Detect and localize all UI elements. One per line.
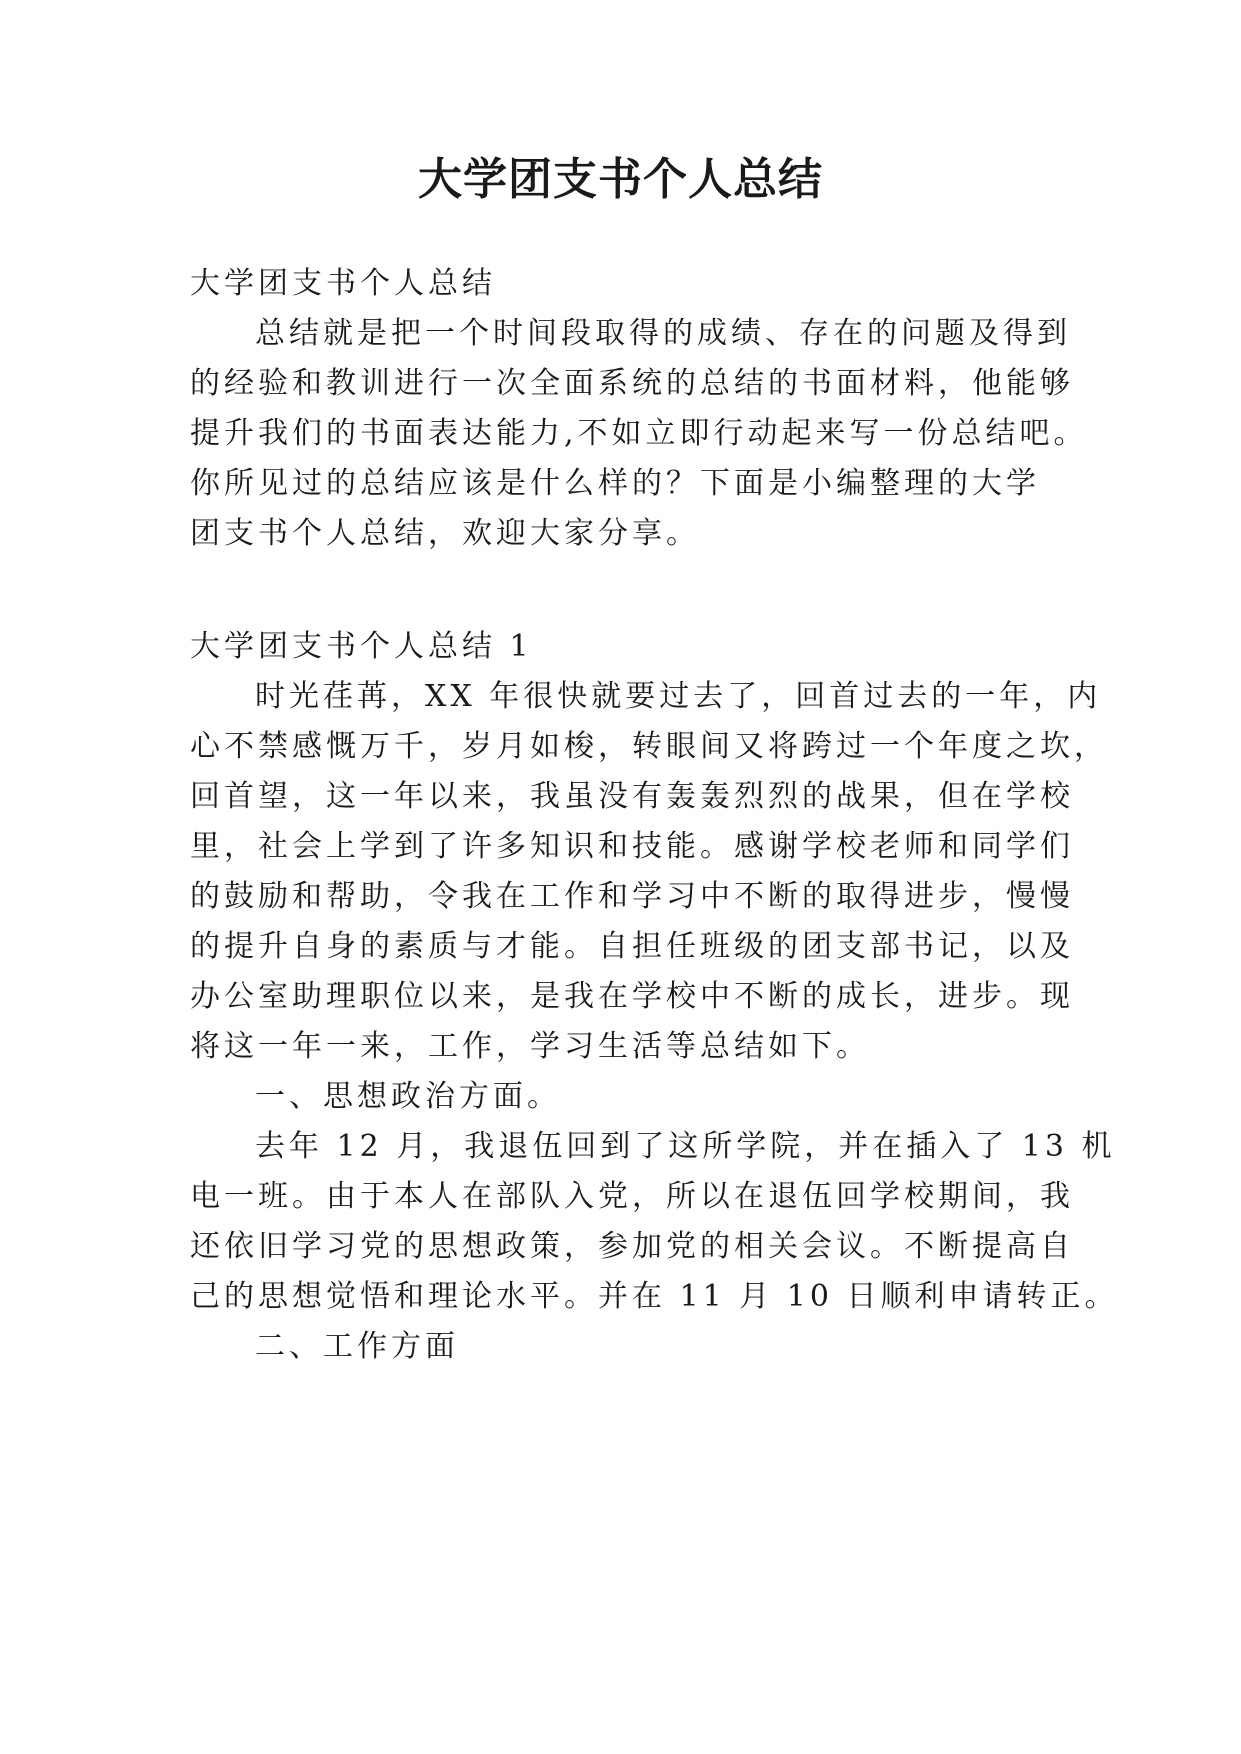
paragraph-line: 总结就是把一个时间段取得的成绩、存在的问题及得到 <box>255 316 1071 351</box>
paragraph-line: 的鼓励和帮助，令我在工作和学习中不断的取得进步，慢慢 <box>190 879 1074 914</box>
paragraph-line: 去年 12 月，我退伍回到了这所学院，并在插入了 13 机 <box>255 1129 1116 1164</box>
paragraph-line: 的提升自身的素质与才能。自担任班级的团支部书记，以及 <box>190 929 1074 964</box>
paragraph-line: 心不禁感慨万千，岁月如梭，转眼间又将跨过一个年度之坎， <box>190 729 1108 764</box>
section-heading: 大学团支书个人总结 <box>190 266 496 301</box>
paragraph-line: 将这一年一来，工作，学习生活等总结如下。 <box>190 1029 870 1064</box>
subsection-heading: 二、工作方面 <box>255 1329 459 1364</box>
paragraph-line: 你所见过的总结应该是什么样的？下面是小编整理的大学 <box>190 466 1040 501</box>
paragraph-line: 办公室助理职位以来，是我在学校中不断的成长，进步。现 <box>190 979 1074 1014</box>
subsection-heading: 一、思想政治方面。 <box>255 1079 561 1114</box>
section-heading: 大学团支书个人总结 1 <box>190 629 533 664</box>
paragraph-line: 电一班。由于本人在部队入党，所以在退伍回学校期间，我 <box>190 1179 1074 1214</box>
paragraph-line: 的经验和教训进行一次全面系统的总结的书面材料，他能够 <box>190 366 1074 401</box>
paragraph-line: 时光荏苒，XX 年很快就要过去了，回首过去的一年，内 <box>255 679 1102 714</box>
paragraph-line: 提升我们的书面表达能力,不如立即行动起来写一份总结吧。 <box>190 416 1088 451</box>
paragraph-line: 里，社会上学到了许多知识和技能。感谢学校老师和同学们 <box>190 829 1074 864</box>
paragraph-line: 还依旧学习党的思想政策，参加党的相关会议。不断提高自 <box>190 1229 1074 1264</box>
paragraph-line: 己的思想觉悟和理论水平。并在 11 月 10 日顺利申请转正。 <box>190 1279 1119 1314</box>
document-title: 大学团支书个人总结 <box>418 154 823 205</box>
paragraph-line: 回首望，这一年以来，我虽没有轰轰烈烈的战果，但在学校 <box>190 779 1074 814</box>
paragraph-line: 团支书个人总结，欢迎大家分享。 <box>190 516 700 551</box>
